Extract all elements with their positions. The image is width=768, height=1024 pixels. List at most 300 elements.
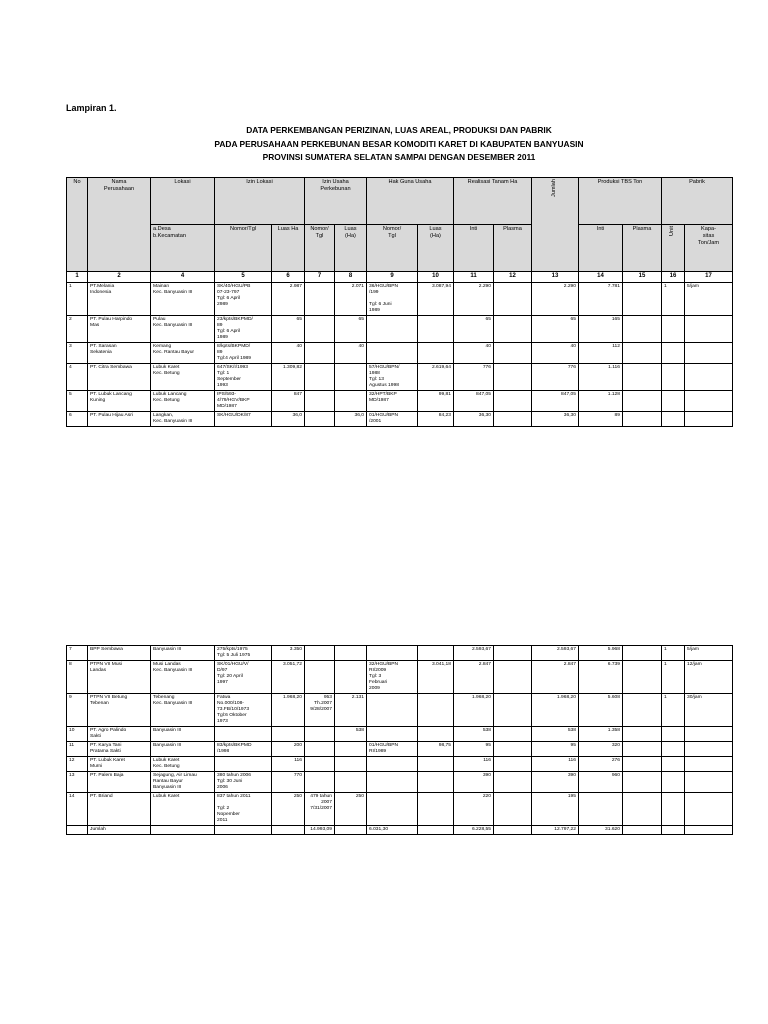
company-name: PT. Agro Palindo Sakti: [88, 727, 151, 742]
location: Pulau Kec. Banyuasin III: [151, 316, 215, 343]
company-name: PTPN VII Musi Landas: [88, 661, 151, 694]
planted-plasma: [494, 793, 532, 826]
company-name: PT. Karya Tani Pratama Sakti: [88, 742, 151, 757]
column-number: 10: [418, 272, 454, 283]
table-row: [67, 646, 733, 661]
planted-total: 12.797,22: [532, 826, 579, 835]
business-permit-number: 953 Th.2007 9/28/2007: [305, 694, 335, 727]
row-no: 7: [67, 646, 88, 661]
business-permit-number: [305, 727, 335, 742]
planted-inti: 40: [454, 343, 494, 364]
business-permit-area: [335, 391, 367, 412]
hgu-number: [367, 772, 418, 793]
factory-capacity: [685, 826, 733, 835]
hgu-area: [418, 694, 454, 727]
planted-inti: 220: [454, 793, 494, 826]
location-permit-number: 837 tahun 2011 Tgl: 2 Nopember 2011: [215, 793, 272, 826]
location-permit-number: SK/40/HGU/PB 07-23-797 Tgl: 6 April 2989: [215, 283, 272, 316]
location-permit-number: [215, 826, 272, 835]
column-number: 11: [454, 272, 494, 283]
location-permit-area: 116: [272, 757, 305, 772]
location: Musi Landas Kec. Banyuasin III: [151, 661, 215, 694]
title-line-1: DATA PERKEMBANGAN PERIZINAN, LUAS AREAL, PRODUKSI DAN PABRIK: [246, 125, 552, 135]
production-inti: 1.116: [579, 364, 623, 391]
column-number: 14: [579, 272, 623, 283]
company-name: PT. Palem Baja: [88, 772, 151, 793]
header-real-plasma: Plasma: [494, 225, 532, 272]
planted-plasma: [494, 742, 532, 757]
location: Lubuk Karet: [151, 793, 215, 826]
factory-capacity: 12/jam: [685, 661, 733, 694]
hgu-area: [418, 316, 454, 343]
company-name: BPP Sembawa: [88, 646, 151, 661]
attachment-label: Lampiran 1.: [66, 103, 117, 113]
factory-unit: 1: [662, 661, 685, 694]
planted-inti: 95: [454, 742, 494, 757]
table-body-page-2: [67, 646, 733, 835]
factory-capacity: [685, 727, 733, 742]
location-permit-area: 40: [272, 343, 305, 364]
table-row: [67, 661, 733, 694]
row-no: 10: [67, 727, 88, 742]
column-number: 8: [335, 272, 367, 283]
row-no: 4: [67, 364, 88, 391]
factory-capacity: [685, 316, 733, 343]
production-plasma: [623, 283, 662, 316]
column-number: 5: [215, 272, 272, 283]
business-permit-area: [335, 661, 367, 694]
data-table-page-1: [66, 177, 733, 427]
business-permit-area: [335, 364, 367, 391]
row-no: 14: [67, 793, 88, 826]
factory-capacity: [685, 391, 733, 412]
business-permit-area: 250: [335, 793, 367, 826]
header-kapasitas: Kapa- sitas Ton/Jam: [685, 225, 733, 272]
table-row: [67, 283, 733, 316]
table-row: [67, 412, 733, 427]
factory-unit: [662, 793, 685, 826]
row-no: 11: [67, 742, 88, 757]
table-row: [67, 694, 733, 727]
hgu-number: [367, 316, 418, 343]
planted-inti: 847,05: [454, 391, 494, 412]
location: Lubuk Karet Kec. Betung: [151, 364, 215, 391]
hgu-number: 57/HGU/BPN/ 1988 Tgl: 13 Agustus 1998: [367, 364, 418, 391]
location-permit-area: 200: [272, 742, 305, 757]
header-real-inti: Inti: [454, 225, 494, 272]
company-name: Jumlah: [88, 826, 151, 835]
column-number: 12: [494, 272, 532, 283]
production-inti: 165: [579, 316, 623, 343]
business-permit-number: [305, 646, 335, 661]
factory-unit: [662, 727, 685, 742]
table-row: [67, 793, 733, 826]
location-permit-number: SK/01/HGU/V/ D/97 Tgl: 20 April 1997: [215, 661, 272, 694]
location: [151, 826, 215, 835]
planted-total: 776: [532, 364, 579, 391]
location-permit-area: 3.350: [272, 646, 305, 661]
production-inti: 7.781: [579, 283, 623, 316]
business-permit-area: 2.131: [335, 694, 367, 727]
header-hgu-nomor: Nomor/ Tgl: [367, 225, 418, 272]
company-name: PT. Citra Sembawa: [88, 364, 151, 391]
production-plasma: [623, 757, 662, 772]
hgu-number: [367, 727, 418, 742]
planted-plasma: [494, 757, 532, 772]
planted-plasma: [494, 772, 532, 793]
header-produksi: Produksi TBS Ton: [579, 178, 662, 225]
production-plasma: [623, 364, 662, 391]
table-row: [67, 826, 733, 835]
header-jumlah-text: Jumlah: [551, 179, 558, 198]
location-permit-area: 36,0: [272, 412, 305, 427]
column-number: 4: [151, 272, 215, 283]
production-plasma: [623, 727, 662, 742]
business-permit-number: 479 tahun 2007 7/31/2007: [305, 793, 335, 826]
location-permit-area: 847: [272, 391, 305, 412]
header-lokasi: Lokasi: [151, 178, 215, 225]
company-name: PT. Briand: [88, 793, 151, 826]
planted-inti: 116: [454, 757, 494, 772]
business-permit-number: [305, 343, 335, 364]
planted-inti: 390: [454, 772, 494, 793]
production-plasma: [623, 646, 662, 661]
factory-unit: [662, 343, 685, 364]
business-permit-area: [335, 742, 367, 757]
location-permit-number: 647/SK/I/1993 Tgl: 1 September 1993: [215, 364, 272, 391]
location-permit-area: 1.309,82: [272, 364, 305, 391]
location: Tebenang Kec. Banyuasin III: [151, 694, 215, 727]
production-inti: 276: [579, 757, 623, 772]
table-row: [67, 364, 733, 391]
planted-total: 36,30: [532, 412, 579, 427]
column-number: 16: [662, 272, 685, 283]
planted-plasma: [494, 343, 532, 364]
production-inti: 5.608: [579, 694, 623, 727]
factory-unit: [662, 757, 685, 772]
planted-plasma: [494, 826, 532, 835]
location-permit-area: 770: [272, 772, 305, 793]
planted-plasma: [494, 694, 532, 727]
factory-unit: [662, 412, 685, 427]
planted-total: 847,05: [532, 391, 579, 412]
planted-total: 95: [532, 742, 579, 757]
location: Kemang Kec. Rantau Bayur: [151, 343, 215, 364]
data-table-page-2: [66, 645, 733, 835]
header-jumlah: [532, 178, 579, 272]
factory-capacity: [685, 742, 733, 757]
column-number: 6: [272, 272, 305, 283]
hgu-area: 84,23: [418, 412, 454, 427]
row-no: 6: [67, 412, 88, 427]
location-permit-area: 250: [272, 793, 305, 826]
planted-total: 116: [532, 757, 579, 772]
planted-total: 195: [532, 793, 579, 826]
business-permit-area: 40: [335, 343, 367, 364]
business-permit-number: 14.993,09: [305, 826, 335, 835]
title-line-2: PADA PERUSAHAAN PERKEBUNAN BESAR KOMODITI KARET DI KABUPATEN BANYUASIN: [214, 138, 584, 149]
business-permit-number: [305, 742, 335, 757]
factory-capacity: [685, 772, 733, 793]
hgu-area: [418, 727, 454, 742]
factory-capacity: [685, 412, 733, 427]
column-number: 2: [88, 272, 151, 283]
location-permit-area: 65: [272, 316, 305, 343]
header-unit: [662, 225, 685, 272]
header-nama: Nama Perusahaan: [88, 178, 151, 272]
production-plasma: [623, 742, 662, 757]
production-inti: 320: [579, 742, 623, 757]
table-row: [67, 757, 733, 772]
planted-plasma: [494, 412, 532, 427]
factory-capacity: 30/jam: [685, 694, 733, 727]
header-prod-plasma: Plasma: [623, 225, 662, 272]
planted-plasma: [494, 316, 532, 343]
planted-total: 2.593,67: [532, 646, 579, 661]
factory-capacity: [685, 757, 733, 772]
hgu-number: 32/HPT/BKP MD/1987: [367, 391, 418, 412]
business-permit-area: 65: [335, 316, 367, 343]
header-hgu-luas: Luas (Ha): [418, 225, 454, 272]
production-inti: [579, 793, 623, 826]
location-permit-number: 380 tahun 2006 Tgl: 30 Juni 2006: [215, 772, 272, 793]
business-permit-number: [305, 412, 335, 427]
hgu-number: 32/HGU/BPN RI/2009 Tgl: 3 Februari 2009: [367, 661, 418, 694]
business-permit-area: [335, 757, 367, 772]
planted-plasma: [494, 391, 532, 412]
business-permit-area: [335, 826, 367, 835]
business-permit-number: [305, 661, 335, 694]
factory-capacity: [685, 343, 733, 364]
column-number: 13: [532, 272, 579, 283]
planted-inti: 2.847: [454, 661, 494, 694]
production-inti: 5.968: [579, 646, 623, 661]
company-name: PT. Pulau Hijau Asri: [88, 412, 151, 427]
hgu-area: [418, 793, 454, 826]
planted-inti: 36,30: [454, 412, 494, 427]
table-body-page-1: [67, 283, 733, 427]
factory-unit: [662, 742, 685, 757]
column-number: 9: [367, 272, 418, 283]
location-permit-number: 275/kpts/1975 Tgl: 5 Juli 1975: [215, 646, 272, 661]
location-permit-area: 3.051,72: [272, 661, 305, 694]
factory-unit: 1: [662, 694, 685, 727]
column-number-row: [67, 272, 733, 283]
hgu-area: [418, 772, 454, 793]
planted-total: 538: [532, 727, 579, 742]
planted-inti: 1.968,20: [454, 694, 494, 727]
production-inti: 1.128: [579, 391, 623, 412]
production-inti: 6.739: [579, 661, 623, 694]
location: Mainan Kec. Banyuasin III: [151, 283, 215, 316]
production-plasma: [623, 391, 662, 412]
hgu-area: 98,75: [418, 742, 454, 757]
business-permit-area: 538: [335, 727, 367, 742]
production-plasma: [623, 826, 662, 835]
factory-unit: 1: [662, 283, 685, 316]
company-name: PT. Pulau Harpindo Mas: [88, 316, 151, 343]
production-inti: 112: [579, 343, 623, 364]
hgu-number: [367, 793, 418, 826]
location-permit-area: 2.987: [272, 283, 305, 316]
factory-unit: [662, 316, 685, 343]
hgu-number: 36/HGU/BPN /199 Tgl: 6 Juni 1989: [367, 283, 418, 316]
location-permit-number: [215, 727, 272, 742]
header-no: No: [67, 178, 88, 272]
location: Banyuasin III: [151, 727, 215, 742]
factory-capacity: 5/jam: [685, 646, 733, 661]
production-plasma: [623, 793, 662, 826]
header-unit-text: Unit: [669, 226, 676, 236]
factory-unit: 1: [662, 646, 685, 661]
location-permit-number: 83/kpts/BKPMD /1998: [215, 742, 272, 757]
column-number: 15: [623, 272, 662, 283]
planted-total: 2.290: [532, 283, 579, 316]
production-plasma: [623, 316, 662, 343]
header-prod-inti: Inti: [579, 225, 623, 272]
hgu-number: [367, 757, 418, 772]
table-row: [67, 343, 733, 364]
row-no: 13: [67, 772, 88, 793]
hgu-area: [418, 343, 454, 364]
planted-inti: 6.228,55: [454, 826, 494, 835]
planted-plasma: [494, 727, 532, 742]
production-inti: 960: [579, 772, 623, 793]
table-row: [67, 742, 733, 757]
row-no: 3: [67, 343, 88, 364]
header-izin-lokasi: Izin Lokasi: [215, 178, 305, 225]
company-name: PT. Sarasan Sekatenia: [88, 343, 151, 364]
company-name: PT.Melania Indonesia: [88, 283, 151, 316]
planted-inti: 776: [454, 364, 494, 391]
hgu-area: 99,81: [418, 391, 454, 412]
factory-capacity: [685, 364, 733, 391]
business-permit-number: [305, 316, 335, 343]
hgu-number: 6.031,30: [367, 826, 418, 835]
location-permit-number: SK/HGU/DK/87: [215, 412, 272, 427]
header-il-luas: Luas Ha: [272, 225, 305, 272]
row-no: 9: [67, 694, 88, 727]
location: Sejagung, Air Limau Rantau Bayur Banyuasin III: [151, 772, 215, 793]
hgu-area: [418, 646, 454, 661]
location-permit-number: IPS/593- 4/79/HGV/BKP MD/1987: [215, 391, 272, 412]
row-no: 12: [67, 757, 88, 772]
hgu-number: [367, 694, 418, 727]
location: Banyuasin III: [151, 646, 215, 661]
planted-total: 1.968,20: [532, 694, 579, 727]
hgu-number: [367, 343, 418, 364]
planted-plasma: [494, 646, 532, 661]
hgu-number: 01/HGU/BPN RI/1989: [367, 742, 418, 757]
factory-unit: [662, 772, 685, 793]
planted-total: 65: [532, 316, 579, 343]
business-permit-number: [305, 391, 335, 412]
company-name: PTPN VII Betung Tebenan: [88, 694, 151, 727]
header-lokasi-sub: a.Desa b.Kecamatan: [151, 225, 215, 272]
header-il-nomor: Nomor/Tgl: [215, 225, 272, 272]
factory-unit: [662, 826, 685, 835]
location-permit-number: 23/kpts/BKPMD/ 89 Tgl: 6 April 1989: [215, 316, 272, 343]
location-permit-number: [215, 757, 272, 772]
production-inti: 31.620: [579, 826, 623, 835]
document-title: [66, 124, 732, 165]
business-permit-number: [305, 283, 335, 316]
row-no: 8: [67, 661, 88, 694]
company-name: PT. Lubuk Lancang Kuning: [88, 391, 151, 412]
company-name: PT. Lubuk Karet Murni: [88, 757, 151, 772]
planted-inti: 538: [454, 727, 494, 742]
planted-inti: 2.593,67: [454, 646, 494, 661]
column-number: 17: [685, 272, 733, 283]
header-iup-nomor: Nomor/ Tgl: [305, 225, 335, 272]
table-row: [67, 316, 733, 343]
production-plasma: [623, 343, 662, 364]
planted-total: 390: [532, 772, 579, 793]
table-row: [67, 727, 733, 742]
location: Banyuasin III: [151, 742, 215, 757]
location: Langkan, Kec. Banyuasin III: [151, 412, 215, 427]
column-number: 1: [67, 272, 88, 283]
hgu-number: [367, 646, 418, 661]
business-permit-number: [305, 364, 335, 391]
planted-plasma: [494, 661, 532, 694]
factory-unit: [662, 391, 685, 412]
business-permit-number: [305, 757, 335, 772]
hgu-number: 01/HGU/BPN /2001: [367, 412, 418, 427]
production-plasma: [623, 694, 662, 727]
planted-total: 2.847: [532, 661, 579, 694]
location-permit-number: 8/kpts/BKPMD/ 89 Tgl:4 April 1989: [215, 343, 272, 364]
business-permit-number: [305, 772, 335, 793]
location: Lubuk Karet Kec. Betung: [151, 757, 215, 772]
header-iup-luas: Luas (Ha): [335, 225, 367, 272]
row-no: 5: [67, 391, 88, 412]
hgu-area: 3.087,94: [418, 283, 454, 316]
hgu-area: [418, 826, 454, 835]
production-plasma: [623, 412, 662, 427]
hgu-area: 2.619,64: [418, 364, 454, 391]
header-hgu: Hak Guna Usaha: [367, 178, 454, 225]
business-permit-area: [335, 646, 367, 661]
location: Lubuk Lancang Kec. Betung: [151, 391, 215, 412]
planted-plasma: [494, 283, 532, 316]
table-row: [67, 772, 733, 793]
production-inti: 1.358: [579, 727, 623, 742]
row-no: 1: [67, 283, 88, 316]
location-permit-area: [272, 826, 305, 835]
factory-capacity: 5/jam: [685, 283, 733, 316]
production-inti: 89: [579, 412, 623, 427]
header-izin-usaha: Izin Usaha Perkebunan: [305, 178, 367, 225]
business-permit-area: 2.071: [335, 283, 367, 316]
location-permit-area: [272, 727, 305, 742]
production-plasma: [623, 772, 662, 793]
hgu-area: 3.041,18: [418, 661, 454, 694]
row-no: 2: [67, 316, 88, 343]
table-row: [67, 391, 733, 412]
header-realisasi: Realisasi Tanam Ha: [454, 178, 532, 225]
location-permit-area: 1.968,20: [272, 694, 305, 727]
title-line-3: PROVINSI SUMATERA SELATAN SAMPAI DENGAN DESEMBER 2011: [262, 152, 536, 163]
hgu-area: [418, 757, 454, 772]
planted-plasma: [494, 364, 532, 391]
business-permit-area: 36,0: [335, 412, 367, 427]
factory-unit: [662, 364, 685, 391]
planted-inti: 65: [454, 316, 494, 343]
location-permit-number: Fatwa No.000/108- 73.FB/10/1973 Tgl:6 Oktober 1973: [215, 694, 272, 727]
planted-inti: 2.290: [454, 283, 494, 316]
row-no: [67, 826, 88, 835]
